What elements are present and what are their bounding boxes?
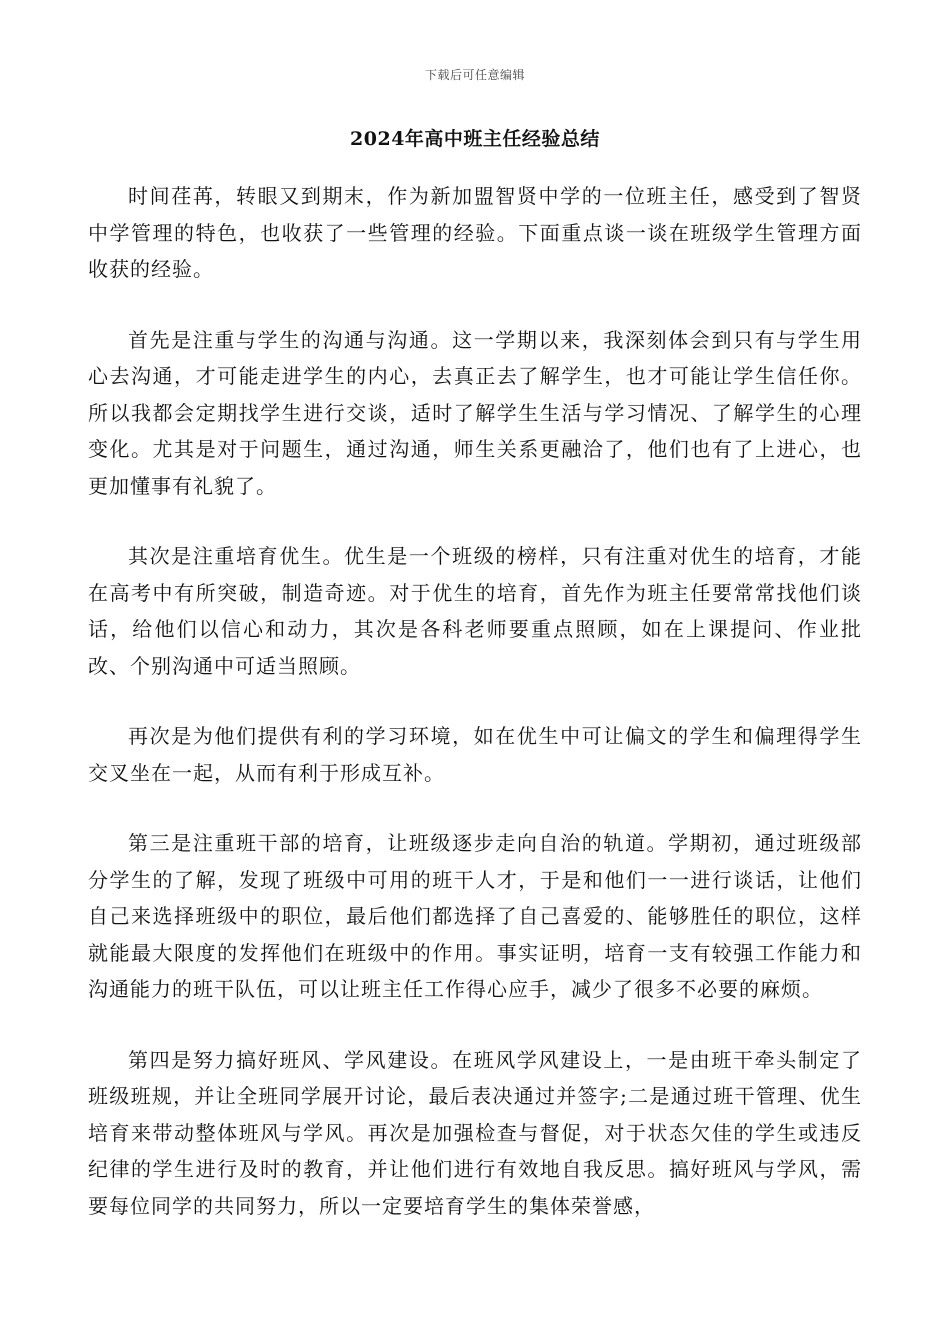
paragraph-1: 时间荏苒，转眼又到期末，作为新加盟智贤中学的一位班主任，感受到了智贤中学管理的特色，也收获了一些管理的经验。下面重点谈一谈在班级学生管理方面收获的经验。 — [88, 184, 862, 281]
paragraph-2: 首先是注重与学生的沟通与沟通。这一学期以来，我深刻体会到只有与学生用心去沟通，才可能走进学生的内心，去真正去了解学生，也才可能让学生信任你。所以我都会定期找学生进行交谈，适时了解学生生活与学习情况、了解学生的心理变化。尤其是对于问题生，通过沟通，师生关系更融洽了，他们也有了上进心，也更加懂事有礼貌了。 — [88, 327, 862, 498]
document-title: 2024年高中班主任经验总结 — [350, 128, 600, 150]
header-note: 下载后可任意编辑 — [424, 68, 525, 82]
document-body — [88, 178, 862, 1258]
paragraph-6: 第四是努力搞好班风、学风建设。在班风学风建设上，一是由班干牵头制定了班级班规，并让全班同学展开讨论，最后表决通过并签字;二是通过班干管理、优生培育来带动整体班风与学风。再次是加强检查与督促，对于状态欠佳的学生或违反纪律的学生进行及时的教育，并让他们进行有效地自我反思。搞好班风与学风，需要每位同学的共同努力，所以一定要培育学生的集体荣誉感， — [88, 1047, 862, 1218]
paragraph-3: 其次是注重培育优生。优生是一个班级的榜样，只有注重对优生的培育，才能在高考中有所突破，制造奇迹。对于优生的培育，首先作为班主任要常常找他们谈话，给他们以信心和动力，其次是各科老师要重点照顾，如在上课提问、作业批改、个别沟通中可适当照顾。 — [88, 544, 862, 678]
paragraph-4: 再次是为他们提供有利的学习环境，如在优生中可让偏文的学生和偏理得学生交叉坐在一起，从而有利于形成互补。 — [88, 724, 862, 785]
paragraph-5: 第三是注重班干部的培育，让班级逐步走向自治的轨道。学期初，通过班级部分学生的了解，发现了班级中可用的班干人才，于是和他们一一进行谈话，让他们自己来选择班级中的职位，最后他们都选择了自己喜爱的、能够胜任的职位，这样就能最大限度的发挥他们在班级中的作用。事实证明，培育一支有较强工作能力和沟通能力的班干队伍，可以让班主任工作得心应手，减少了很多不必要的麻烦。 — [88, 831, 862, 1001]
